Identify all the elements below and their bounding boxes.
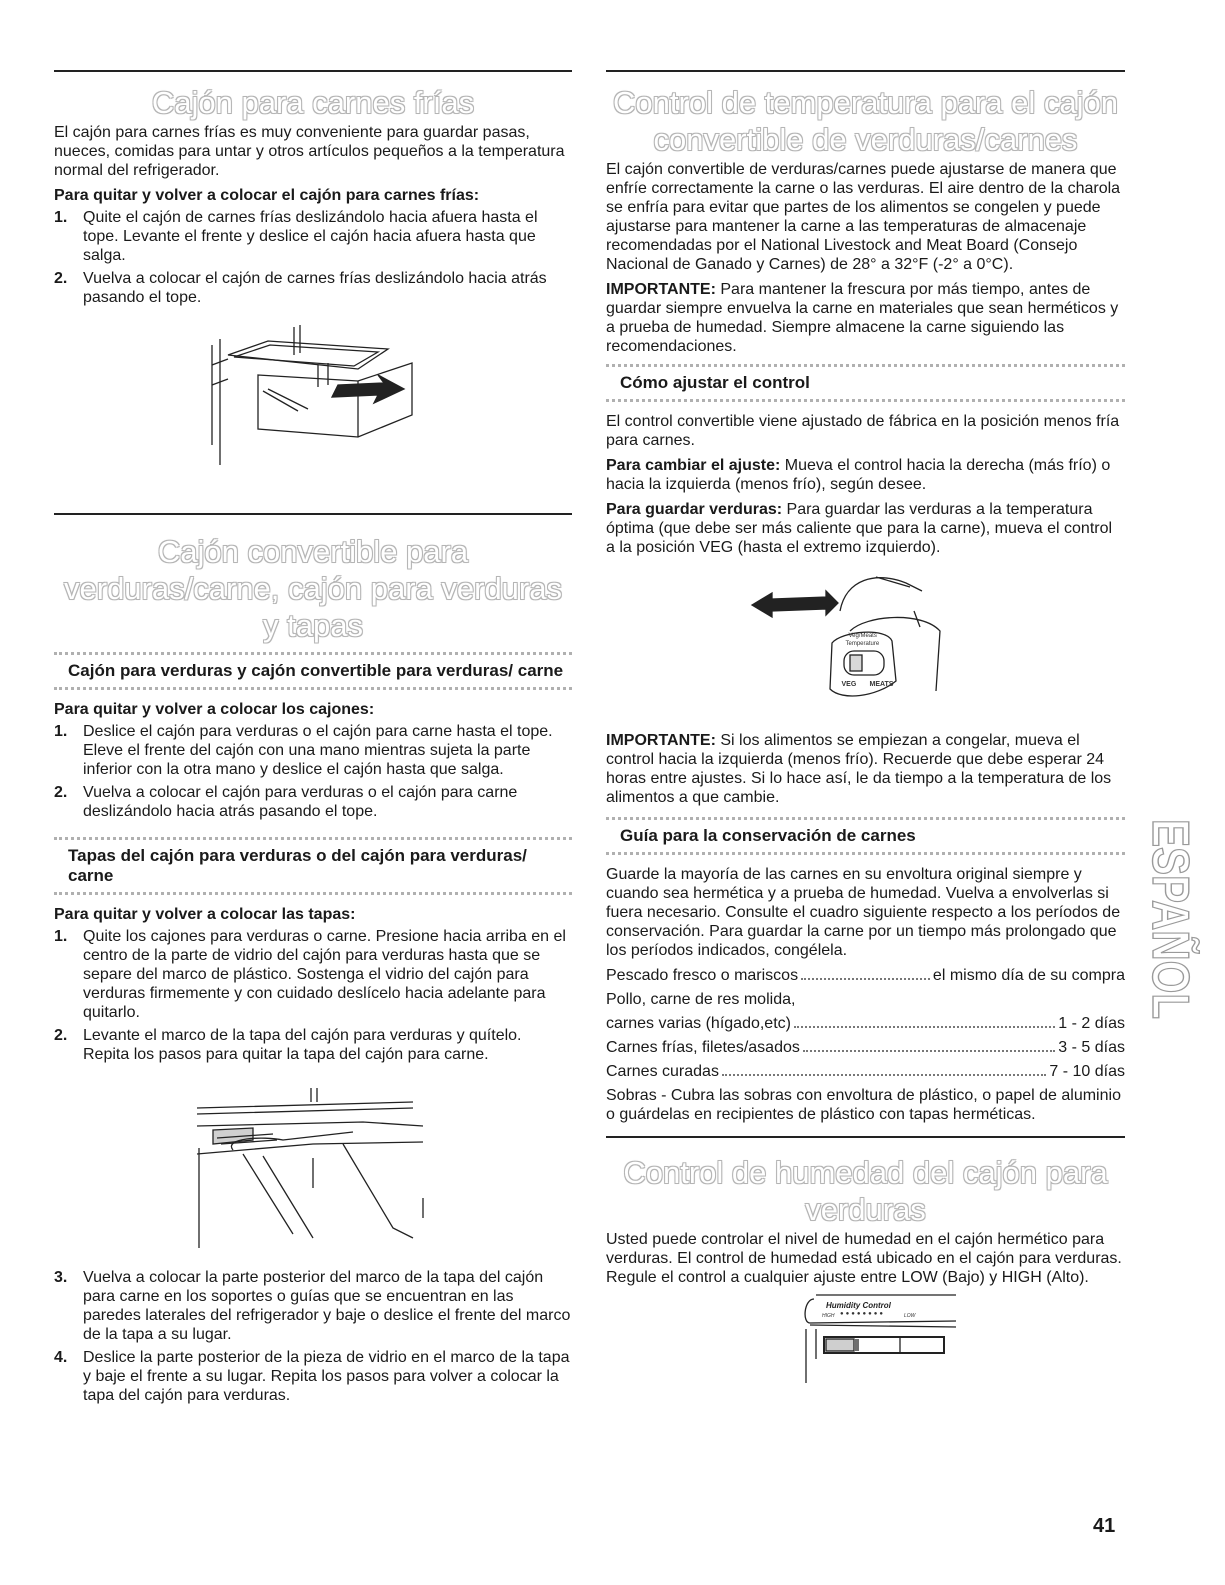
humidity-low-label: LOW — [904, 1313, 916, 1319]
storage-row-poultry-pre: Pollo, carne de res molida, — [606, 991, 796, 1008]
crisper-cover-illustration — [193, 1078, 433, 1258]
temperature-control-illustration — [746, 571, 986, 721]
right-column — [606, 70, 1125, 1399]
storage-row-cured: Carnes curadas 7 - 10 días — [606, 1063, 1125, 1080]
important-note: IMPORTANTE: Para mantener la frescura por más tiempo, antes de guardar siempre envuelva la carne en materiales que sean herméticos y a prueba de humedad. Siempre almacene la carne siguiendo las recomendaciones. — [606, 281, 1119, 355]
section-rule — [54, 70, 572, 72]
section-rule — [54, 513, 572, 515]
covers-steps-continued — [54, 1268, 572, 1405]
page-number: 41 — [1093, 1515, 1116, 1537]
meats-label: MEATS — [869, 681, 894, 688]
section-title-temperature-control: Control de temperatura para el cajón convertible de verduras/carnes — [613, 85, 1118, 157]
veg-meats-label: Veg/Meats — [848, 633, 877, 639]
list-item: 4. Deslice la parte posterior de la pieza de vidrio en el marco de la tapa y baje el frente a su lugar. Repita los pasos para volver a colocar la tapa del cajón para verduras. — [54, 1349, 570, 1404]
subhead-adjust-control: Cómo ajustar el control — [606, 364, 1125, 402]
covers-steps — [54, 927, 572, 1064]
adjust-p1: El control convertible viene ajustado de fábrica en la posición menos fría para carnes. — [606, 413, 1120, 449]
list-item: 1. Quite los cajones para verduras o carne. Presione hacia arriba en el centro de la parte de vidrio del cajón para verduras hasta que se separe del marco de plástico. Sostenga el vidrio del cajón para verduras firmemente y con cuidado deslícelo hacia adelante para quitarlo. — [54, 928, 566, 1021]
list-item: 1. Deslice el cajón para verduras o el cajón para carne hasta el tope. Eleve el frente del cajón con una mano mientras sujeta la parte inferior con la otra mano y deslice el cajón hasta que salga. — [54, 723, 553, 778]
section-rule — [606, 70, 1125, 72]
humidity-control-label: Humidity Control — [826, 1301, 891, 1310]
important-note-2: IMPORTANTE: Si los alimentos se empiezan a congelar, mueva el control hacia la izquierda (menos frío). Recuerde que debe esperar 24 horas entre ajustes. Si lo hace así, le da tiempo a la temperatura de los alimentos a que cambie. — [606, 732, 1112, 806]
section-rule — [606, 1136, 1125, 1138]
cold-meat-drawer-illustration — [198, 325, 428, 475]
cold-meat-intro: El cajón para carnes frías es muy conveniente para guardar pasas, nueces, comidas para untar y otros artículos pequeños a la temperatura normal del refrigerador. — [54, 124, 565, 179]
adjust-p2: Para cambiar el ajuste: Mueva el control hacia la derecha (más frío) o hacia la izquierda (menos frío), según desee. — [606, 457, 1111, 493]
section-title-convertible-drawer: Cajón convertible para verduras/carne, cajón para verduras y tapas — [64, 534, 562, 643]
meat-storage-intro: Guarde la mayoría de las carnes en su envoltura original siempre y cuando sea hermética y a prueba de humedad. Vuelva a envolverlas si fuera necesario. Consulte el cuadro siguiente respecto a los períodos de conservación. Para guardar la carne por un tiempo más prolongado que los períodos indicados, congélela. — [606, 866, 1121, 959]
section-title-humidity-control: Control de humedad del cajón para verduras — [623, 1155, 1108, 1227]
drawers-howto-title: Para quitar y volver a colocar los cajones: — [54, 701, 375, 718]
side-tab-text: ESPAÑOL — [1141, 819, 1199, 1025]
list-item: 2. Vuelva a colocar el cajón de carnes frías deslizándolo hacia atrás pasando el tope. — [54, 270, 547, 306]
storage-row-fish: Pescado fresco o mariscos el mismo día de su compra — [606, 967, 1125, 984]
drawers-steps — [54, 722, 572, 821]
leftovers-note: Sobras - Cubra las sobras con envoltura de plástico, o papel de aluminio o guárdelas en recipientes de plástico con tapas herméticas. — [606, 1087, 1121, 1123]
temperature-intro: El cajón convertible de verduras/carnes puede ajustarse de manera que enfríe correctamente la carne o las verduras. El aire dentro de la charola se enfría para evitar que partes de los alimentos se congelen y puede ajustarse para mantener la carne a las temperaturas de almacenaje recomendadas por el National Livestock and Meat Board (Consejo Nacional de Ganado y Carnes) de 28° a 32°F (-2° a 0°C). — [606, 161, 1121, 273]
humidity-control-illustration — [796, 1293, 966, 1389]
humidity-intro: Usted puede controlar el nivel de humedad en el cajón hermético para verduras. El control de humedad está ubicado en el cajón para verduras. Regule el control a cualquier ajuste entre LOW (Bajo) y HIGH (Alto). — [606, 1231, 1122, 1286]
humidity-high-label: HIGH — [822, 1313, 835, 1319]
storage-row-poultry: carnes varias (hígado,etc) 1 - 2 días — [606, 1015, 1125, 1032]
humidity-scale-dots: ●●●●●●●● — [840, 1311, 885, 1317]
side-tab-espanol — [1135, 815, 1205, 1025]
veg-label: VEG — [841, 681, 857, 688]
subhead-meat-storage: Guía para la conservación de carnes — [606, 817, 1125, 855]
left-column — [54, 70, 572, 1411]
section-title-cold-meat-drawer: Cajón para carnes frías — [151, 85, 475, 120]
list-item: 1. Quite el cajón de carnes frías deslizándolo hacia afuera hasta el tope. Levante el frente y deslice el cajón hacia afuera hasta que salga. — [54, 209, 538, 264]
covers-howto-title: Para quitar y volver a colocar las tapas: — [54, 906, 356, 923]
subhead-drawers: Cajón para verduras y cajón convertible para verduras/ carne — [54, 652, 572, 690]
adjust-p3: Para guardar verduras: Para guardar las verduras a la temperatura óptima (que debe ser más caliente que para la carne), mueva el control a la posición VEG (hasta el extremo izquierdo). — [606, 501, 1113, 556]
list-item: 2. Levante el marco de la tapa del cajón para verduras y quítelo. Repita los pasos para quitar la tapa del cajón para carne. — [54, 1027, 522, 1063]
storage-row-cold-cuts: Carnes frías, filetes/asados 3 - 5 días — [606, 1039, 1125, 1056]
cold-meat-steps — [54, 208, 572, 307]
list-item: 3. Vuelva a colocar la parte posterior del marco de la tapa del cajón para carne en los soportes o guías que se encuentran en las paredes laterales del refrigerador y baje o deslice el frente del marco de la tapa a su lugar. — [54, 1269, 571, 1343]
list-item: 2. Vuelva a colocar el cajón para verduras o el cajón para carne deslizándolo hacia atrás pasando el tope. — [54, 784, 518, 820]
subhead-covers: Tapas del cajón para verduras o del cajón para verduras/ carne — [54, 837, 572, 895]
temperature-label: Temperature — [845, 641, 880, 647]
cold-meat-howto-title: Para quitar y volver a colocar el cajón para carnes frías: — [54, 187, 480, 204]
